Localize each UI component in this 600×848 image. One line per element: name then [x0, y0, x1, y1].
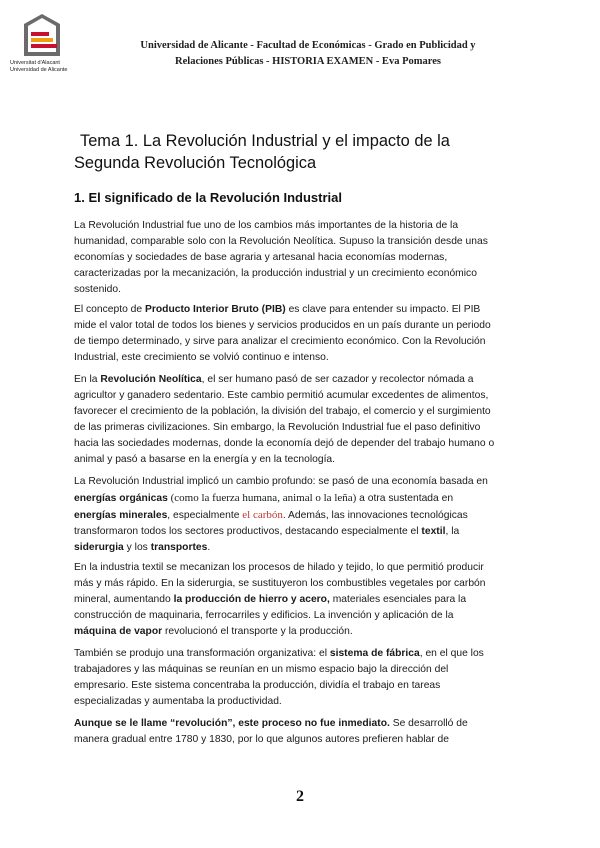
text-run: mineral, aumentando	[74, 594, 174, 605]
bold-term: transportes	[150, 542, 208, 553]
paragraph-line	[74, 524, 534, 540]
text-run: , en el que los	[419, 648, 484, 659]
text-run: También se produjo una transformación organizativa: el	[74, 648, 330, 659]
text-run: revolucionó el transporte y la producción.	[162, 626, 353, 637]
paragraph-line: En la industria textil se mecanizan los procesos de hilado y tejido, lo que permitió producir	[74, 562, 484, 573]
header-line: Relaciones Públicas - HISTORIA EXAMEN - Eva Pomares	[175, 56, 441, 67]
paragraph-line: La Revolución Industrial implicó un cambio profundo: se pasó de una economía basada en	[74, 476, 488, 487]
paragraph-line: construcción de maquinaria, ferrocarriles y edificios. La invención y aplicación de la	[74, 610, 454, 621]
paragraph-line: más y más rápido. En la siderurgia, se sustituyeron los combustibles vegetales por carbón	[74, 578, 486, 589]
text-run: materiales esenciales para la	[329, 594, 467, 605]
paragraph-line: Industrial, este crecimiento se volvió continuo e intenso.	[74, 352, 329, 363]
page-header	[88, 38, 528, 70]
text-run: , la	[445, 526, 460, 537]
paragraph-line: agricultor y ganadero sedentario. Este cambio permitió acumular excedentes de alimentos,	[74, 390, 489, 401]
paragraph-line: sostenido.	[74, 284, 121, 295]
bold-term: la producción de hierro y acero,	[173, 594, 330, 605]
paragraph-line	[74, 624, 534, 640]
paragraph-line: favorecer el crecimiento de la población, la división del trabajo, el comercio y el surgimiento	[74, 406, 491, 417]
text-run: transformaron todos los sectores productivos, destacando especialmente el	[74, 526, 422, 537]
paragraph-line: mide el valor total de todos los bienes y servicios producidos en un país durante un periodo	[74, 320, 491, 331]
bold-term: Producto Interior Bruto (PIB)	[144, 304, 286, 315]
logo-caption	[10, 60, 70, 73]
paragraph-line	[74, 716, 534, 732]
paragraph	[74, 372, 534, 468]
logo-caption-line: Universitat d'Alacant	[10, 60, 60, 66]
paragraph	[74, 218, 534, 298]
paragraph-line	[74, 507, 534, 524]
paragraph-line: economías y sociedades de base agraria y artesanal hacia economías modernas,	[74, 252, 448, 263]
university-logo	[10, 12, 68, 76]
paragraph-line: manera gradual entre 1780 y 1830, por lo que algunos autores prefieren hablar de	[74, 734, 449, 745]
text-run: . Además, las innovaciones tecnológicas	[282, 510, 468, 521]
paragraph-line: de tiempo determinado, y sirve para analizar el crecimiento económico. Con la Revolución	[74, 336, 486, 347]
paragraph-line	[74, 490, 534, 507]
text-run: es clave para entender su impacto. El PIB	[285, 304, 481, 315]
bold-term: máquina de vapor	[74, 626, 163, 637]
bold-term: energías minerales	[74, 510, 168, 521]
paragraph-line: de las primeras civilizaciones. Sin embargo, la Revolución Industrial fue el paso definitivo	[74, 422, 481, 433]
text-run: a otra sustentada en	[356, 493, 454, 504]
paragraph	[74, 560, 534, 640]
paragraph-line	[74, 592, 534, 608]
logo-caption-line: Universidad de Alicante	[10, 66, 68, 73]
title-line: Tema 1. La Revolución Industrial y el impacto de la	[80, 132, 450, 150]
text-run: , especialmente	[167, 510, 243, 521]
page-title	[74, 130, 544, 174]
text-run: .	[207, 542, 211, 553]
page-number: 2	[296, 788, 304, 805]
bold-term: energías orgánicas	[74, 493, 168, 504]
paragraph-line: hacia las sociedades modernas, donde la economía dejó de depender del trabajo humano o	[74, 438, 495, 449]
text-run: Se desarrolló de	[389, 718, 468, 729]
highlight-term: el carbón	[242, 509, 283, 521]
paragraph-line	[74, 540, 534, 556]
text-run: (como la fuerza humana, animal o la leña)	[167, 492, 357, 504]
bold-term: Aunque se le llame “revolución”, este proceso no fue inmediato.	[74, 718, 390, 729]
bold-term: siderurgia	[74, 542, 124, 553]
paragraph-line	[74, 372, 534, 388]
text-run: En la	[74, 374, 101, 385]
bold-term: textil	[421, 526, 446, 537]
paragraph-line: empresario. Este sistema concentraba la producción, dividía el trabajo en tareas	[74, 680, 441, 691]
paragraph-line: especializadas y aumentaba la productividad.	[74, 696, 282, 707]
title-line: Segunda Revolución Tecnológica	[74, 154, 317, 172]
paragraph-line: animal y pasó a basarse en la energía y en la tecnología.	[74, 454, 336, 465]
university-logo-icon	[22, 12, 62, 58]
text-run: , el ser humano pasó de ser cazador y recolector nómada a	[201, 374, 474, 385]
paragraph	[74, 302, 534, 366]
paragraph-line: trabajadores y las máquinas se reunían en un mismo espacio bajo la dirección del	[74, 664, 449, 675]
paragraph-line	[74, 646, 534, 662]
bold-term: Revolución Neolítica	[100, 374, 202, 385]
text-run: El concepto de	[74, 304, 145, 315]
bold-term: sistema de fábrica	[329, 648, 420, 659]
paragraph-line: humanidad, comparable solo con la Revolución Neolítica. Supuso la transición desde unas	[74, 236, 488, 247]
paragraph	[74, 716, 534, 748]
paragraph-line: La Revolución Industrial fue uno de los cambios más importantes de la historia de la	[74, 220, 459, 231]
paragraph	[74, 474, 534, 556]
header-line: Universidad de Alicante - Facultad de Económicas - Grado en Publicidad y	[140, 40, 476, 51]
text-run: y los	[123, 542, 151, 553]
section-heading: 1. El significado de la Revolución Industrial	[74, 190, 342, 205]
paragraph	[74, 646, 534, 710]
paragraph-line: caracterizadas por la mecanización, la producción industrial y un crecimiento económico	[74, 268, 477, 279]
paragraph-line	[74, 302, 534, 318]
